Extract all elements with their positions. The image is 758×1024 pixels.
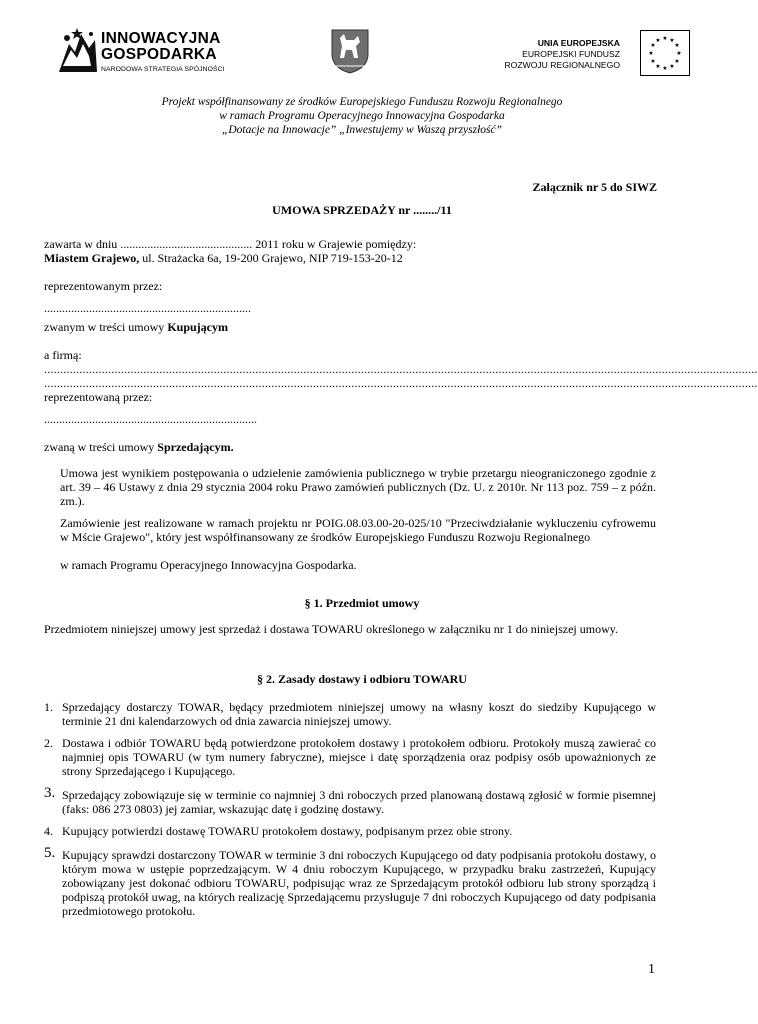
svg-text:★: ★ <box>650 58 656 65</box>
list-item-text: Kupujący sprawdzi dostarczony TOWAR w terminie 3 dni roboczych Kupującego od daty podpisania protokołu dostawy, o którym mowa w ustępie poprzedzającym. W 4 dniu roboczym Kupującego, w przypadku braku zastrzeżeń, Kupujący zobowiązany jest dokonać odbioru TOWARU, podpisując wraz ze Sprzedającym protokół odbioru lub strony sporządzą i podpiszą protokół uwag, na których realizację Sprzedającemu przysługuje 7 dni roboczych Kupującego od daty podpisania przedmiotowego protokołu. <box>62 848 656 918</box>
company-label: a firmą: <box>44 348 82 362</box>
svg-text:★: ★ <box>648 50 654 57</box>
buyer-line <box>44 251 403 265</box>
eu-flag-icon <box>640 30 690 76</box>
buyer-called: Kupującym <box>167 320 228 334</box>
svg-text:★: ★ <box>669 37 675 44</box>
paragraph-project: Zamówienie jest realizowane w ramach projektu nr POIG.08.03.00-20-025/10 "Przeciwdziałanie wykluczeniu cyfrowemu w Mście Grajewo", który jest współfinansowany ze środków Europejskiego Funduszu Rozwoju Regionalnego <box>60 516 656 544</box>
section-2-title: § 2. Zasady dostawy i odbioru TOWARU <box>257 672 467 686</box>
ig-line3: NARODOWA STRATEGIA SPÓJNOŚCI <box>101 66 225 73</box>
svg-text:★: ★ <box>674 58 680 65</box>
svg-text:★: ★ <box>655 37 661 44</box>
list-item-number: 3. <box>44 785 56 801</box>
list-item-text: Kupujący potwierdzi dostawę TOWARU protokołem dostawy, podpisanym przez obie strony. <box>62 824 513 838</box>
svg-text:★: ★ <box>669 63 675 70</box>
eu-text-block <box>490 38 620 71</box>
list-item-text: Dostawa i odbiór TOWARU będą potwierdzone protokołem dostawy i protokołem odbioru. Protokoły muszą zawierać co najmniej opis TOWARU (w tym numery fabryczne), miejsce i datę sporządzenia oraz podpisy osób upoważnionych ze strony Sprzedającego i Kupującego. <box>62 736 656 778</box>
intro-line1: zawarta w dniu ............................................ 2011 roku w Grajewie pomiędzy: <box>44 237 417 251</box>
buyer-details: ul. Strażacka 6a, 19-200 Grajewo, NIP 719-153-20-12 <box>139 251 403 265</box>
ig-line2: GOSPODARKA <box>101 46 217 63</box>
project-line-3: „Dotacje na Innowacje” „Inwestujemy w Waszą przyszłość” <box>221 124 503 136</box>
grajewo-crest-icon <box>330 28 370 74</box>
section-1-text: Przedmiotem niniejszej umowy jest sprzedaż i dostawa TOWARU określonego w załączniku nr 1 do niniejszej umowy. <box>44 622 618 636</box>
company-dots-2: ............................................................................................................................................................................................................................... <box>44 376 758 390</box>
eu-line1: UNIA EUROPEJSKA <box>537 38 620 48</box>
list-item-text: Sprzedający dostarczy TOWAR, będący przedmiotem niniejszej umowy na własny koszt do siedziby Kupującego w terminie 21 dni kalendarzowych od dnia zawarcia niniejszej umowy. <box>62 700 656 728</box>
list-item-number: 5. <box>44 845 56 861</box>
project-line-1: Projekt współfinansowany ze środków Europejskiego Funduszu Rozwoju Regionalnego <box>161 96 563 108</box>
svg-text:★: ★ <box>655 63 661 70</box>
ig-mark-icon <box>55 26 99 78</box>
list-item-number: 4. <box>44 824 53 838</box>
svg-text:★: ★ <box>662 35 668 42</box>
project-line-2: w ramach Programu Operacyjnego Innowacyjna Gospodarka <box>219 110 505 122</box>
innowacyjna-gospodarka-logo <box>55 26 245 82</box>
svg-text:★: ★ <box>676 50 682 57</box>
svg-text:★: ★ <box>674 42 680 49</box>
ig-line1: INNOWACYJNA <box>101 30 221 47</box>
list-item-number: 1. <box>44 700 53 714</box>
document-title: UMOWA SPRZEDAŻY nr ......../11 <box>272 203 452 217</box>
seller-represented-label: reprezentowaną przez: <box>44 390 153 404</box>
paragraph-project-program: w ramach Programu Operacyjnego Innowacyjna Gospodarka. <box>60 558 357 572</box>
section-1-title: § 1. Przedmiot umowy <box>304 596 420 610</box>
seller-called-prefix: zwaną w treści umowy <box>44 440 158 454</box>
company-dots-1: ............................................................................................................................................................................................................................... <box>44 362 758 376</box>
eu-line2: EUROPEJSKI FUNDUSZ <box>522 49 620 59</box>
svg-text:★: ★ <box>650 42 656 49</box>
seller-called: Sprzedającym. <box>157 440 234 454</box>
buyer-called-prefix: zwanym w treści umowy <box>44 320 168 334</box>
buyer-called-line <box>44 320 228 334</box>
list-item-text: Sprzedający zobowiązuje się w terminie co najmniej 3 dni roboczych przed planowaną dostawą zgłosić w formie pisemnej (faks: 086 273 0803) jej zamiar, wskazując datę i godzinę dostawy. <box>62 788 656 816</box>
list-item-number: 2. <box>44 736 53 750</box>
buyer-name: Miastem Grajewo, <box>44 251 140 265</box>
seller-called-line <box>44 440 234 454</box>
seller-representative-dots: ....................................................................... <box>44 412 257 426</box>
buyer-representative-dots: ..................................................................... <box>44 301 251 315</box>
page-number: 1 <box>648 962 655 977</box>
eu-line3: ROZWOJU REGIONALNEGO <box>504 60 620 70</box>
svg-text:★: ★ <box>662 65 668 72</box>
buyer-represented-label: reprezentowanym przez: <box>44 279 163 293</box>
paragraph-procedure: Umowa jest wynikiem postępowania o udzielenie zamówienia publicznego w trybie przetargu nieograniczonego zgodnie z art. 39 – 46 Ustawy z dnia 29 stycznia 2004 roku Prawo zamówień publicznych (Dz. U. z 2010r. Nr 113 poz. 759 – z późn. zm.). <box>60 466 656 508</box>
attachment-label: Załącznik nr 5 do SIWZ <box>532 180 657 194</box>
